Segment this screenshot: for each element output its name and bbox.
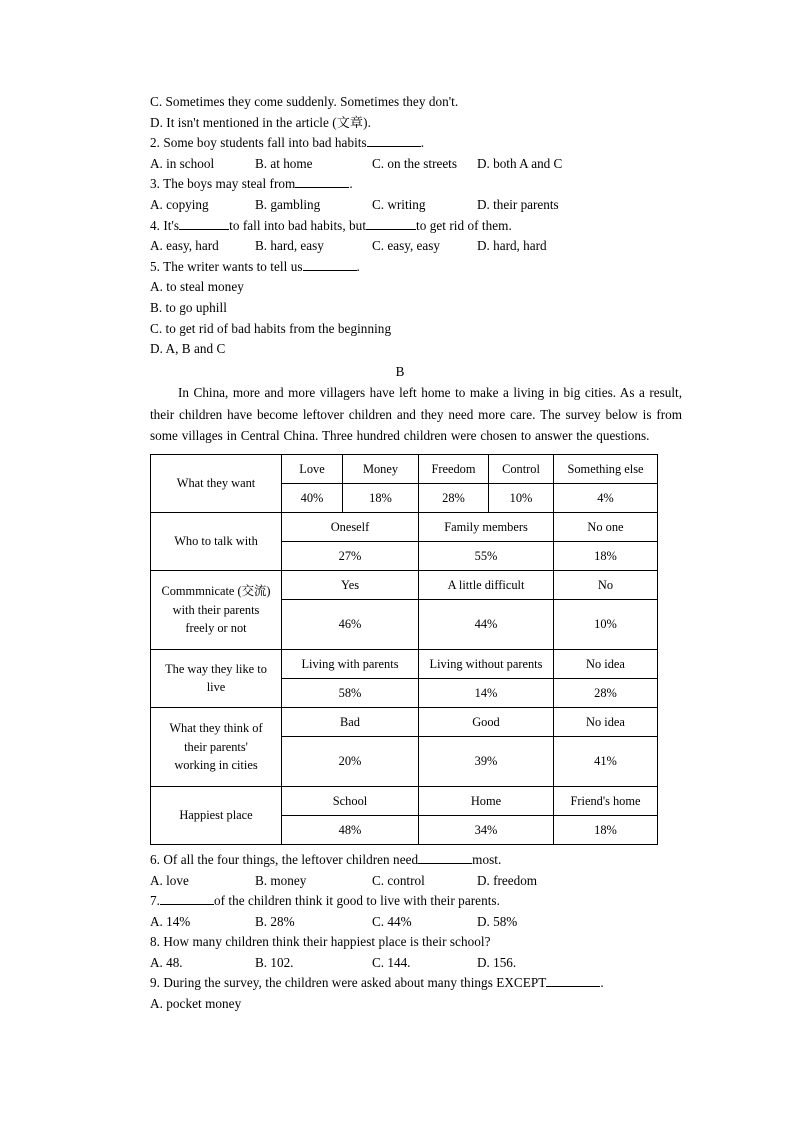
question-4-stem [150, 216, 684, 237]
row-label-line-2: their parents' [184, 739, 248, 754]
option-c: C. writing [372, 196, 426, 212]
row-label-line-2: live [206, 680, 226, 695]
header-no-one: No one [554, 512, 658, 541]
row-label-line-1: What they think of [169, 721, 263, 736]
question-3-stem [150, 174, 684, 195]
option-d: D. their parents [477, 196, 559, 212]
table-row [151, 512, 658, 541]
header-love: Love [282, 454, 343, 483]
answer-blank [367, 134, 421, 147]
answer-blank [546, 974, 600, 987]
question-9-option-a: A. pocket money [150, 996, 242, 1012]
option-a: A. 48. [150, 954, 183, 970]
header-friends-home: Friend's home [554, 786, 658, 815]
option-c: C. on the streets [372, 155, 457, 171]
header-school: School [282, 786, 419, 815]
option-d: D. freedom [477, 872, 538, 888]
question-6-stem-tail: most. [472, 851, 502, 867]
header-home: Home [419, 786, 554, 815]
header-control: Control [489, 454, 554, 483]
header-something-else: Something else [554, 454, 658, 483]
question-2-stem-tail: . [420, 135, 425, 151]
question-7-stem-tail: of the children think it good to live with their parents. [214, 893, 500, 909]
value-love: 40% [282, 483, 343, 512]
question-4-stem-mid: to fall into bad habits, but [229, 217, 367, 233]
question-5-stem [150, 257, 684, 278]
question-7-stem [150, 891, 684, 912]
table-row [151, 454, 658, 483]
row-label-line-1: The way they like to [165, 661, 267, 676]
header-yes: Yes [282, 570, 419, 599]
value-bad: 20% [282, 736, 419, 786]
header-money: Money [343, 454, 419, 483]
question-6-stem-text: 6. Of all the four things, the leftover children need [150, 851, 419, 867]
question-2-stem-text: 2. Some boy students fall into bad habits [150, 135, 367, 151]
header-no-idea: No idea [554, 649, 658, 678]
question-6-options [150, 871, 684, 892]
option-a: A. easy, hard [150, 238, 219, 254]
question-5-option-a: A. to steal money [150, 279, 244, 295]
question-2-options [150, 154, 684, 175]
option-a: A. in school [150, 155, 215, 171]
option-b: B. hard, easy [255, 238, 324, 254]
question-4-stem-tail: to get rid of them. [416, 217, 512, 233]
row-label-way-they-like-to-live [151, 649, 282, 707]
row-label-line-3: freely or not [185, 621, 247, 636]
survey-table [150, 454, 658, 845]
value-good: 39% [419, 736, 554, 786]
option-d: D. 156. [477, 954, 517, 970]
row-label-happiest-place: Happiest place [151, 786, 282, 844]
value-no-one: 18% [554, 541, 658, 570]
answer-blank [160, 892, 214, 905]
question-7-options [150, 912, 684, 933]
answer-blank [179, 217, 229, 230]
question-3-options [150, 195, 684, 216]
value-friends-home: 18% [554, 815, 658, 844]
option-b: B. at home [255, 155, 313, 171]
option-d: D. both A and C [477, 155, 563, 171]
header-good: Good [419, 707, 554, 736]
value-yes: 46% [282, 599, 419, 649]
question-4-options [150, 236, 684, 257]
value-control: 10% [489, 483, 554, 512]
question-8-options [150, 953, 684, 974]
document-content [150, 92, 684, 1015]
question-9-stem-tail: . [600, 975, 604, 991]
question-5-stem-text: 5. The writer wants to tell us [150, 258, 303, 274]
post-table-questions [150, 850, 684, 1015]
header-living-with-parents: Living with parents [282, 649, 419, 678]
header-a-little-difficult: A little difficult [419, 570, 554, 599]
question-2-stem [150, 133, 684, 154]
option-d: D. hard, hard [477, 238, 547, 254]
row-label-what-they-think [151, 707, 282, 786]
passage-paragraph: In China, more and more villagers have left home to make a living in big cities. As a result, their children have become leftover children and they need more care. The survey below is from some villages in Central China. Three hundred children were chosen to answer the questions. [150, 385, 682, 443]
header-freedom: Freedom [419, 454, 489, 483]
value-home: 34% [419, 815, 554, 844]
header-no: No [554, 570, 658, 599]
table-row [151, 570, 658, 599]
header-living-without-parents: Living without parents [419, 649, 554, 678]
answer-blank [295, 175, 349, 188]
row-label-line-2: with their parents [172, 602, 260, 617]
row-label-who-to-talk-with: Who to talk with [151, 512, 282, 570]
header-no-idea: No idea [554, 707, 658, 736]
value-no-idea: 41% [554, 736, 658, 786]
question-3-stem-text: 3. The boys may steal from [150, 176, 296, 192]
question-5-stem-tail: . [356, 258, 360, 274]
section-label-b: B [395, 363, 405, 379]
option-c: C. 144. [372, 954, 411, 970]
question-6-stem [150, 850, 684, 871]
question-7-stem-text: 7. [150, 893, 160, 909]
value-school: 48% [282, 815, 419, 844]
header-oneself: Oneself [282, 512, 419, 541]
question-5-option-c: C. to get rid of bad habits from the beginning [150, 320, 392, 336]
table-row [151, 707, 658, 736]
option-a: A. 14% [150, 913, 191, 929]
option-c: C. easy, easy [372, 238, 440, 254]
row-label-line-3: working in cities [174, 758, 258, 773]
value-family-members: 55% [419, 541, 554, 570]
value-no: 10% [554, 599, 658, 649]
value-a-little-difficult: 44% [419, 599, 554, 649]
value-living-without-parents: 14% [419, 678, 554, 707]
answer-blank [366, 217, 416, 230]
question-9-stem [150, 973, 684, 994]
table-row [151, 786, 658, 815]
option-line-d: D. It isn't mentioned in the article (文章). [150, 114, 371, 130]
question-5-option-b: B. to go uphill [150, 299, 227, 315]
question-4-stem-text: 4. It's [150, 217, 180, 233]
option-c: C. control [372, 872, 425, 888]
question-3-stem-tail: . [349, 176, 353, 192]
survey-table-wrapper [150, 454, 684, 845]
question-5-option-d: D. A, B and C [150, 341, 226, 357]
value-money: 18% [343, 483, 419, 512]
value-freedom: 28% [419, 483, 489, 512]
question-9-stem-text: 9. During the survey, the children were asked about many things EXCEPT [150, 975, 547, 991]
option-b: B. 102. [255, 954, 294, 970]
option-c: C. 44% [372, 913, 412, 929]
header-family-members: Family members [419, 512, 554, 541]
row-label-communicate [151, 570, 282, 649]
option-d: D. 58% [477, 913, 518, 929]
answer-blank [303, 258, 357, 271]
option-a: A. copying [150, 196, 209, 212]
option-b: B. 28% [255, 913, 295, 929]
option-b: B. gambling [255, 196, 321, 212]
question-8-stem: 8. How many children think their happiest place is their school? [150, 934, 491, 950]
option-a: A. love [150, 872, 189, 888]
table-row [151, 649, 658, 678]
option-line-c: C. Sometimes they come suddenly. Sometimes they don't. [150, 94, 459, 109]
row-label-line-1: Commmnicate (交流) [161, 584, 271, 599]
value-no-idea: 28% [554, 678, 658, 707]
row-label-what-they-want: What they want [151, 454, 282, 512]
value-living-with-parents: 58% [282, 678, 419, 707]
value-something-else: 4% [554, 483, 658, 512]
answer-blank [418, 851, 472, 864]
header-bad: Bad [282, 707, 419, 736]
option-b: B. money [255, 872, 307, 888]
value-oneself: 27% [282, 541, 419, 570]
